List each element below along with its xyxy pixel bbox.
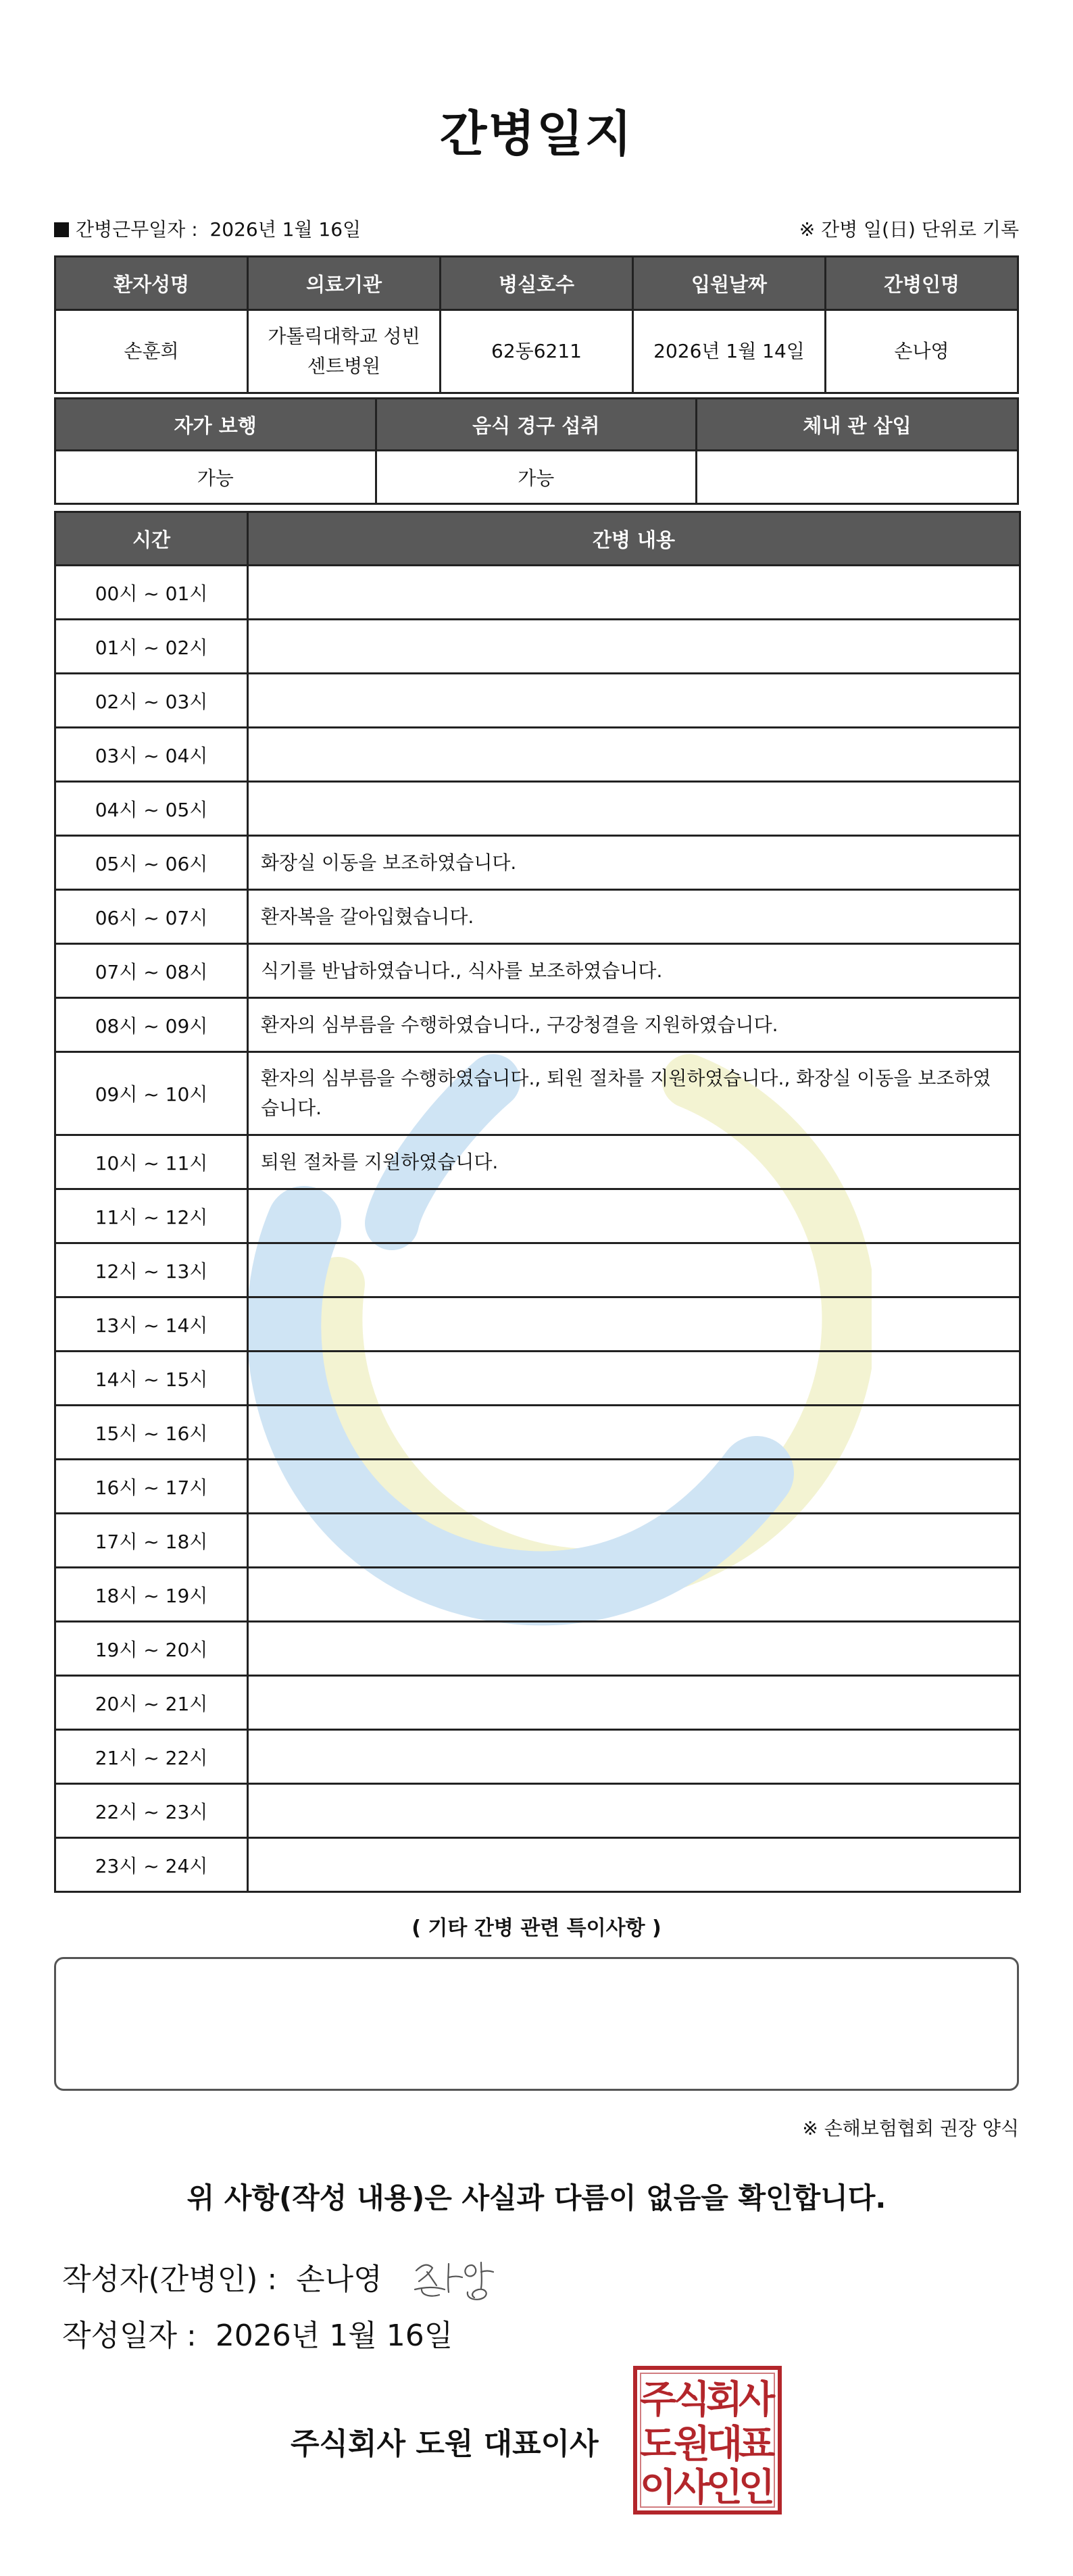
time-cell: 10시 ~ 11시	[55, 1135, 248, 1189]
content-cell: 환자의 심부름을 수행하였습니다., 퇴원 절차를 지원하였습니다., 화장실 이동을 보조하였습니다.	[248, 1052, 1020, 1135]
self-walking-value: 가능	[55, 451, 376, 504]
company-representative: 주식회사 도원 대표이사	[291, 2427, 599, 2461]
patient-info-table	[54, 255, 1019, 394]
time-cell: 20시 ~ 21시	[55, 1676, 248, 1730]
content-cell: 환자의 심부름을 수행하였습니다., 구강청결을 지원하였습니다.	[248, 998, 1020, 1052]
time-cell: 09시 ~ 10시	[55, 1052, 248, 1135]
time-cell: 00시 ~ 01시	[55, 566, 248, 620]
writer-label: 작성자(간병인) :	[62, 2262, 278, 2297]
content-cell: 화장실 이동을 보조하였습니다.	[248, 836, 1020, 890]
patient-ability-table	[54, 397, 1019, 505]
table-row	[55, 1243, 1020, 1297]
table-row	[55, 620, 1020, 674]
table-row	[55, 1784, 1020, 1838]
time-cell: 04시 ~ 05시	[55, 782, 248, 836]
writer-name: 손나영	[296, 2262, 382, 2297]
table-row	[55, 1135, 1020, 1189]
time-cell: 12시 ~ 13시	[55, 1243, 248, 1297]
seal-char: 사	[738, 2378, 776, 2422]
table-row	[55, 674, 1020, 728]
content-cell	[248, 674, 1020, 728]
content-cell	[248, 1622, 1020, 1676]
time-cell: 03시 ~ 04시	[55, 728, 248, 782]
content-cell	[248, 1460, 1020, 1514]
time-cell: 17시 ~ 18시	[55, 1514, 248, 1568]
table-row	[55, 944, 1020, 998]
header-time: 시간	[55, 512, 248, 566]
time-cell: 23시 ~ 24시	[55, 1838, 248, 1892]
time-cell: 11시 ~ 12시	[55, 1189, 248, 1243]
table-row	[55, 1406, 1020, 1460]
special-notes-box	[54, 1957, 1019, 2091]
time-cell: 22시 ~ 23시	[55, 1784, 248, 1838]
time-cell: 07시 ~ 08시	[55, 944, 248, 998]
time-cell: 18시 ~ 19시	[55, 1568, 248, 1622]
hospital-name: 가톨릭대학교 성빈 센트병원	[248, 310, 441, 393]
table-row	[55, 836, 1020, 890]
seal-char: 대	[705, 2423, 743, 2467]
header-tube-insertion: 체내 관 삽입	[697, 399, 1018, 451]
time-cell: 15시 ~ 16시	[55, 1406, 248, 1460]
header-room: 병실호수	[441, 257, 633, 310]
header-hospital: 의료기관	[248, 257, 441, 310]
time-cell: 16시 ~ 17시	[55, 1460, 248, 1514]
seal-char: 인	[738, 2466, 776, 2510]
table-row	[55, 1352, 1020, 1406]
seal-char: 원	[673, 2423, 711, 2467]
work-date-label: 간병근무일자 :	[76, 218, 198, 241]
content-cell	[248, 1243, 1020, 1297]
care-log-table	[54, 511, 1021, 1893]
table-row	[55, 1622, 1020, 1676]
content-cell: 퇴원 절차를 지원하였습니다.	[248, 1135, 1020, 1189]
caregiver-name: 손나영	[826, 310, 1018, 393]
content-cell	[248, 1406, 1020, 1460]
header-care-content: 간병 내용	[248, 512, 1020, 566]
record-note: ※ 간병 일(日) 단위로 기록	[799, 218, 1019, 241]
special-notes-title: ( 기타 간병 관련 특이사항 )	[411, 1916, 662, 1940]
header-oral-intake: 음식 경구 섭취	[376, 399, 697, 451]
table-row	[55, 566, 1020, 620]
content-cell	[248, 1297, 1020, 1352]
written-date-row	[62, 2311, 453, 2354]
time-cell: 05시 ~ 06시	[55, 836, 248, 890]
room-number: 62동6211	[441, 310, 633, 393]
patient-name: 손훈희	[55, 310, 248, 393]
content-cell: 환자복을 갈아입혔습니다.	[248, 890, 1020, 944]
writer-row	[62, 2250, 511, 2312]
work-date	[54, 215, 361, 242]
time-cell: 19시 ~ 20시	[55, 1622, 248, 1676]
table-row	[55, 998, 1020, 1052]
header-admission-date: 입원날짜	[633, 257, 826, 310]
time-cell: 21시 ~ 22시	[55, 1730, 248, 1784]
time-cell: 02시 ~ 03시	[55, 674, 248, 728]
seal-char: 도	[639, 2423, 677, 2467]
tube-insertion-value	[697, 451, 1018, 504]
seal-char: 주	[639, 2378, 677, 2422]
seal-char: 회	[705, 2378, 743, 2422]
handwritten-signature-icon	[409, 2250, 511, 2304]
header-self-walking: 자가 보행	[55, 399, 376, 451]
table-row	[55, 1460, 1020, 1514]
work-date-value: 2026년 1월 16일	[209, 218, 361, 241]
content-cell	[248, 1514, 1020, 1568]
time-cell: 06시 ~ 07시	[55, 890, 248, 944]
seal-char: 인	[705, 2466, 743, 2510]
content-cell	[248, 1784, 1020, 1838]
content-cell	[248, 1352, 1020, 1406]
admission-date: 2026년 1월 14일	[633, 310, 826, 393]
written-date-label: 작성일자 :	[62, 2319, 197, 2353]
content-cell	[248, 728, 1020, 782]
table-row	[55, 1514, 1020, 1568]
content-cell	[248, 1676, 1020, 1730]
seal-char: 식	[673, 2378, 711, 2422]
time-cell: 13시 ~ 14시	[55, 1297, 248, 1352]
page-title: 간병일지	[439, 105, 634, 162]
table-row	[55, 1676, 1020, 1730]
seal-char: 표	[738, 2423, 776, 2467]
table-row	[55, 782, 1020, 836]
content-cell	[248, 1838, 1020, 1892]
table-row	[55, 1297, 1020, 1352]
content-cell	[248, 1730, 1020, 1784]
content-cell: 식기를 반납하였습니다., 식사를 보조하였습니다.	[248, 944, 1020, 998]
signature	[409, 2250, 511, 2312]
header-patient-name: 환자성명	[55, 257, 248, 310]
recommend-note: ※ 손해보험협회 권장 양식	[802, 2117, 1019, 2139]
table-row	[55, 728, 1020, 782]
square-bullet-icon	[54, 222, 69, 237]
seal-char: 사	[673, 2466, 711, 2510]
company-seal-icon	[632, 2365, 782, 2515]
table-row	[55, 1568, 1020, 1622]
time-cell: 08시 ~ 09시	[55, 998, 248, 1052]
content-cell	[248, 1568, 1020, 1622]
content-cell	[248, 782, 1020, 836]
table-row	[55, 1052, 1020, 1135]
content-cell	[248, 620, 1020, 674]
seal-char: 이	[639, 2466, 677, 2510]
table-row	[55, 1189, 1020, 1243]
time-cell: 14시 ~ 15시	[55, 1352, 248, 1406]
table-row	[55, 1838, 1020, 1892]
written-date-value: 2026년 1월 16일	[215, 2319, 453, 2353]
content-cell	[248, 566, 1020, 620]
content-cell	[248, 1189, 1020, 1243]
confirmation-statement: 위 사항(작성 내용)은 사실과 다름이 없음을 확인합니다.	[186, 2181, 887, 2214]
meta-row	[54, 215, 1019, 242]
oral-intake-value: 가능	[376, 451, 697, 504]
table-row	[55, 1730, 1020, 1784]
time-cell: 01시 ~ 02시	[55, 620, 248, 674]
table-row	[55, 890, 1020, 944]
header-caregiver-name: 간병인명	[826, 257, 1018, 310]
